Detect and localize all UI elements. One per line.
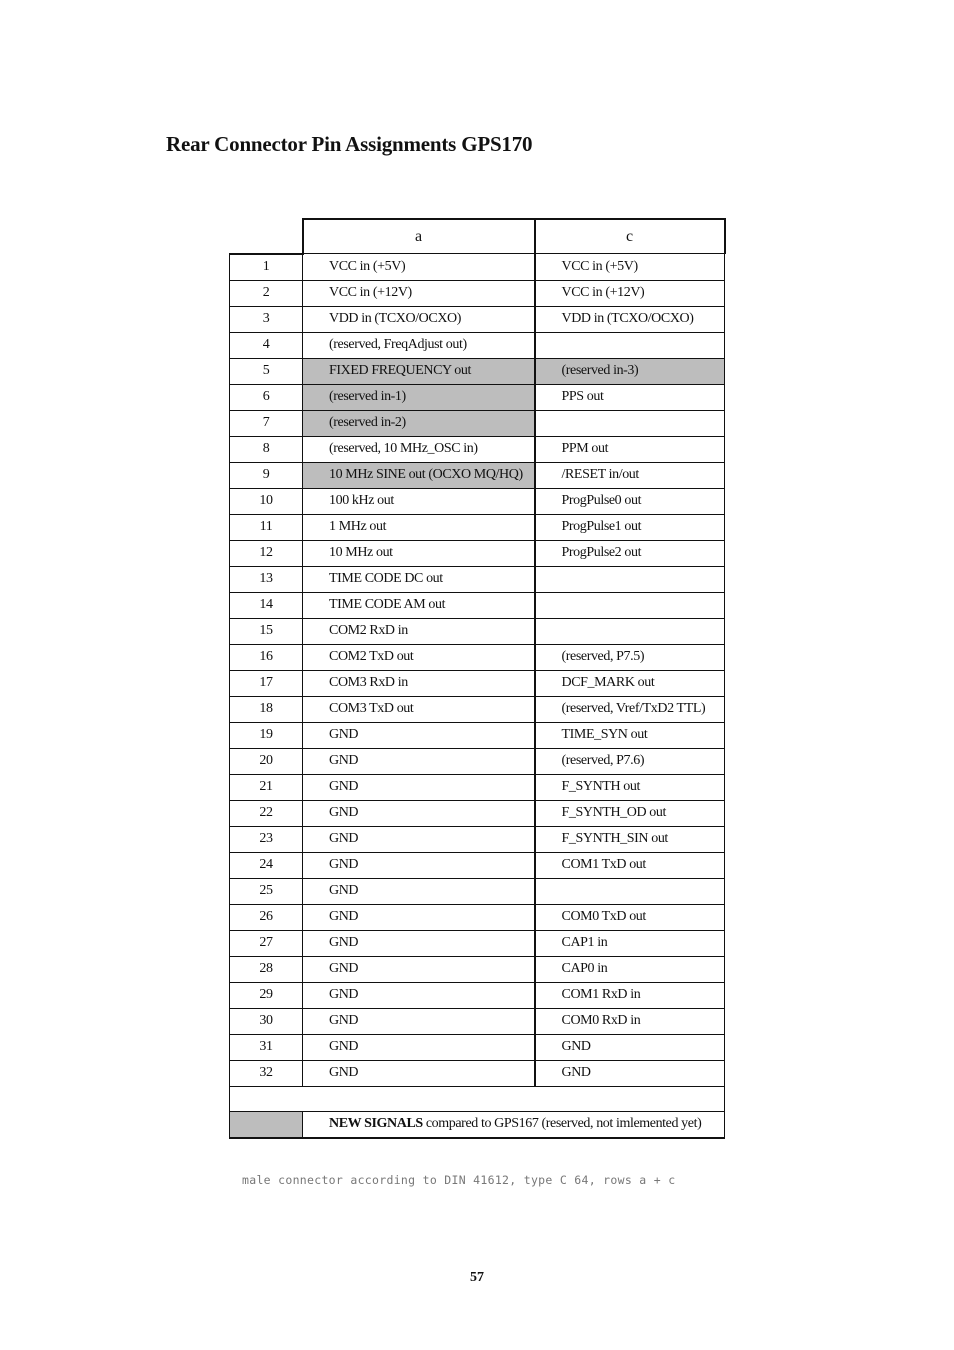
table-row [230, 566, 725, 592]
table-row [230, 878, 725, 904]
pin-number: 25 [230, 878, 303, 904]
pin-number: 5 [230, 358, 303, 384]
row-a-signal: COM2 TxD out [303, 644, 535, 670]
row-a-signal: GND [303, 1060, 535, 1086]
table-row [230, 1060, 725, 1086]
column-header-a: a [303, 219, 535, 254]
row-c-signal: GND [535, 1060, 725, 1086]
table-row [230, 930, 725, 956]
pin-number: 28 [230, 956, 303, 982]
row-c-signal: F_SYNTH out [535, 774, 725, 800]
table-row [230, 358, 725, 384]
row-c-signal: (reserved in-3) [535, 358, 725, 384]
table-row [230, 436, 725, 462]
row-a-signal: (reserved, 10 MHz_OSC in) [303, 436, 535, 462]
page-title: Rear Connector Pin Assignments GPS170 [166, 132, 533, 156]
row-a-signal: 10 MHz SINE out (OCXO MQ/HQ) [303, 462, 535, 488]
row-c-signal: ProgPulse0 out [535, 488, 725, 514]
pin-number: 7 [230, 410, 303, 436]
row-a-signal: GND [303, 1034, 535, 1060]
row-c-signal: DCF_MARK out [535, 670, 725, 696]
table-row [230, 904, 725, 930]
connector-note: male connector according to DIN 41612, type C 64, rows a + c [242, 1173, 676, 1187]
row-c-signal: ProgPulse2 out [535, 540, 725, 566]
pin-number: 13 [230, 566, 303, 592]
legend-bold: NEW SIGNALS [329, 1116, 423, 1131]
pin-number: 2 [230, 280, 303, 306]
legend-row [230, 1111, 725, 1138]
pin-number: 27 [230, 930, 303, 956]
row-a-signal: (reserved in-2) [303, 410, 535, 436]
row-c-signal: (reserved, Vref/TxD2 TTL) [535, 696, 725, 722]
row-a-signal: VDD in (TCXO/OCXO) [303, 306, 535, 332]
table-row [230, 592, 725, 618]
row-a-signal: TIME CODE DC out [303, 566, 535, 592]
pin-number: 16 [230, 644, 303, 670]
row-c-signal: (reserved, P7.5) [535, 644, 725, 670]
pin-number: 24 [230, 852, 303, 878]
table-row [230, 774, 725, 800]
table-row [230, 956, 725, 982]
pin-number: 15 [230, 618, 303, 644]
row-c-signal: /RESET in/out [535, 462, 725, 488]
row-c-signal: TIME_SYN out [535, 722, 725, 748]
row-c-signal [535, 618, 725, 644]
row-a-signal: FIXED FREQUENCY out [303, 358, 535, 384]
pin-number: 6 [230, 384, 303, 410]
table-row [230, 1008, 725, 1034]
pin-number: 20 [230, 748, 303, 774]
pin-number: 9 [230, 462, 303, 488]
pin-number: 3 [230, 306, 303, 332]
pin-number: 11 [230, 514, 303, 540]
row-c-signal: COM0 TxD out [535, 904, 725, 930]
row-a-signal: GND [303, 722, 535, 748]
table-row [230, 644, 725, 670]
table-row [230, 410, 725, 436]
pin-number: 19 [230, 722, 303, 748]
row-c-signal [535, 410, 725, 436]
pin-number: 4 [230, 332, 303, 358]
pin-number: 14 [230, 592, 303, 618]
row-c-signal: CAP1 in [535, 930, 725, 956]
row-c-signal: ProgPulse1 out [535, 514, 725, 540]
table-row [230, 748, 725, 774]
row-a-signal: 100 kHz out [303, 488, 535, 514]
spacer-cell [230, 1086, 725, 1111]
row-a-signal: GND [303, 956, 535, 982]
row-c-signal: F_SYNTH_OD out [535, 800, 725, 826]
row-a-signal: GND [303, 982, 535, 1008]
row-a-signal: VCC in (+5V) [303, 254, 535, 281]
pin-number: 30 [230, 1008, 303, 1034]
row-a-signal: GND [303, 774, 535, 800]
table-header-row [230, 219, 725, 254]
pin-number: 18 [230, 696, 303, 722]
row-c-signal: GND [535, 1034, 725, 1060]
table-row [230, 488, 725, 514]
row-c-signal [535, 878, 725, 904]
pin-number: 1 [230, 254, 303, 281]
row-c-signal: VCC in (+12V) [535, 280, 725, 306]
spacer-row [230, 1086, 725, 1111]
row-a-signal: COM2 RxD in [303, 618, 535, 644]
table-row [230, 696, 725, 722]
legend-text [303, 1111, 725, 1138]
table-row [230, 384, 725, 410]
row-c-signal [535, 566, 725, 592]
row-a-signal: GND [303, 852, 535, 878]
row-c-signal: COM1 TxD out [535, 852, 725, 878]
row-c-signal: F_SYNTH_SIN out [535, 826, 725, 852]
row-c-signal: VCC in (+5V) [535, 254, 725, 281]
row-a-signal: (reserved, FreqAdjust out) [303, 332, 535, 358]
table-row [230, 982, 725, 1008]
row-a-signal: GND [303, 748, 535, 774]
table-row [230, 618, 725, 644]
pin-number: 32 [230, 1060, 303, 1086]
row-a-signal: GND [303, 826, 535, 852]
row-c-signal: CAP0 in [535, 956, 725, 982]
table-row [230, 514, 725, 540]
row-a-signal: COM3 RxD in [303, 670, 535, 696]
table-row [230, 306, 725, 332]
row-a-signal: COM3 TxD out [303, 696, 535, 722]
table-row [230, 254, 725, 281]
row-a-signal: VCC in (+12V) [303, 280, 535, 306]
table-row [230, 800, 725, 826]
row-c-signal [535, 332, 725, 358]
legend-swatch [230, 1111, 303, 1138]
row-a-signal: GND [303, 904, 535, 930]
pin-number: 17 [230, 670, 303, 696]
pin-number: 8 [230, 436, 303, 462]
pin-number: 21 [230, 774, 303, 800]
row-c-signal: (reserved, P7.6) [535, 748, 725, 774]
row-c-signal: PPS out [535, 384, 725, 410]
table-row [230, 826, 725, 852]
row-a-signal: GND [303, 800, 535, 826]
pin-rows [230, 254, 725, 1087]
pin-number: 12 [230, 540, 303, 566]
table-row [230, 280, 725, 306]
pin-number: 31 [230, 1034, 303, 1060]
row-a-signal: GND [303, 930, 535, 956]
row-a-signal: GND [303, 878, 535, 904]
column-header-c: c [535, 219, 725, 254]
legend-desc: compared to GPS167 (reserved, not imlemented yet) [422, 1116, 702, 1131]
table-row [230, 332, 725, 358]
row-c-signal [535, 592, 725, 618]
table-row [230, 540, 725, 566]
header-corner [230, 219, 303, 254]
row-a-signal: TIME CODE AM out [303, 592, 535, 618]
row-a-signal: 1 MHz out [303, 514, 535, 540]
table-row [230, 462, 725, 488]
pin-assignment-table [229, 218, 726, 1139]
pin-number: 22 [230, 800, 303, 826]
row-c-signal: COM0 RxD in [535, 1008, 725, 1034]
row-c-signal: VDD in (TCXO/OCXO) [535, 306, 725, 332]
table-row [230, 1034, 725, 1060]
page-number: 57 [470, 1270, 484, 1285]
pin-number: 29 [230, 982, 303, 1008]
table-row [230, 670, 725, 696]
pin-number: 10 [230, 488, 303, 514]
pin-number: 23 [230, 826, 303, 852]
table-row [230, 852, 725, 878]
table-row [230, 722, 725, 748]
row-a-signal: 10 MHz out [303, 540, 535, 566]
row-c-signal: PPM out [535, 436, 725, 462]
pin-number: 26 [230, 904, 303, 930]
row-c-signal: COM1 RxD in [535, 982, 725, 1008]
row-a-signal: (reserved in-1) [303, 384, 535, 410]
row-a-signal: GND [303, 1008, 535, 1034]
